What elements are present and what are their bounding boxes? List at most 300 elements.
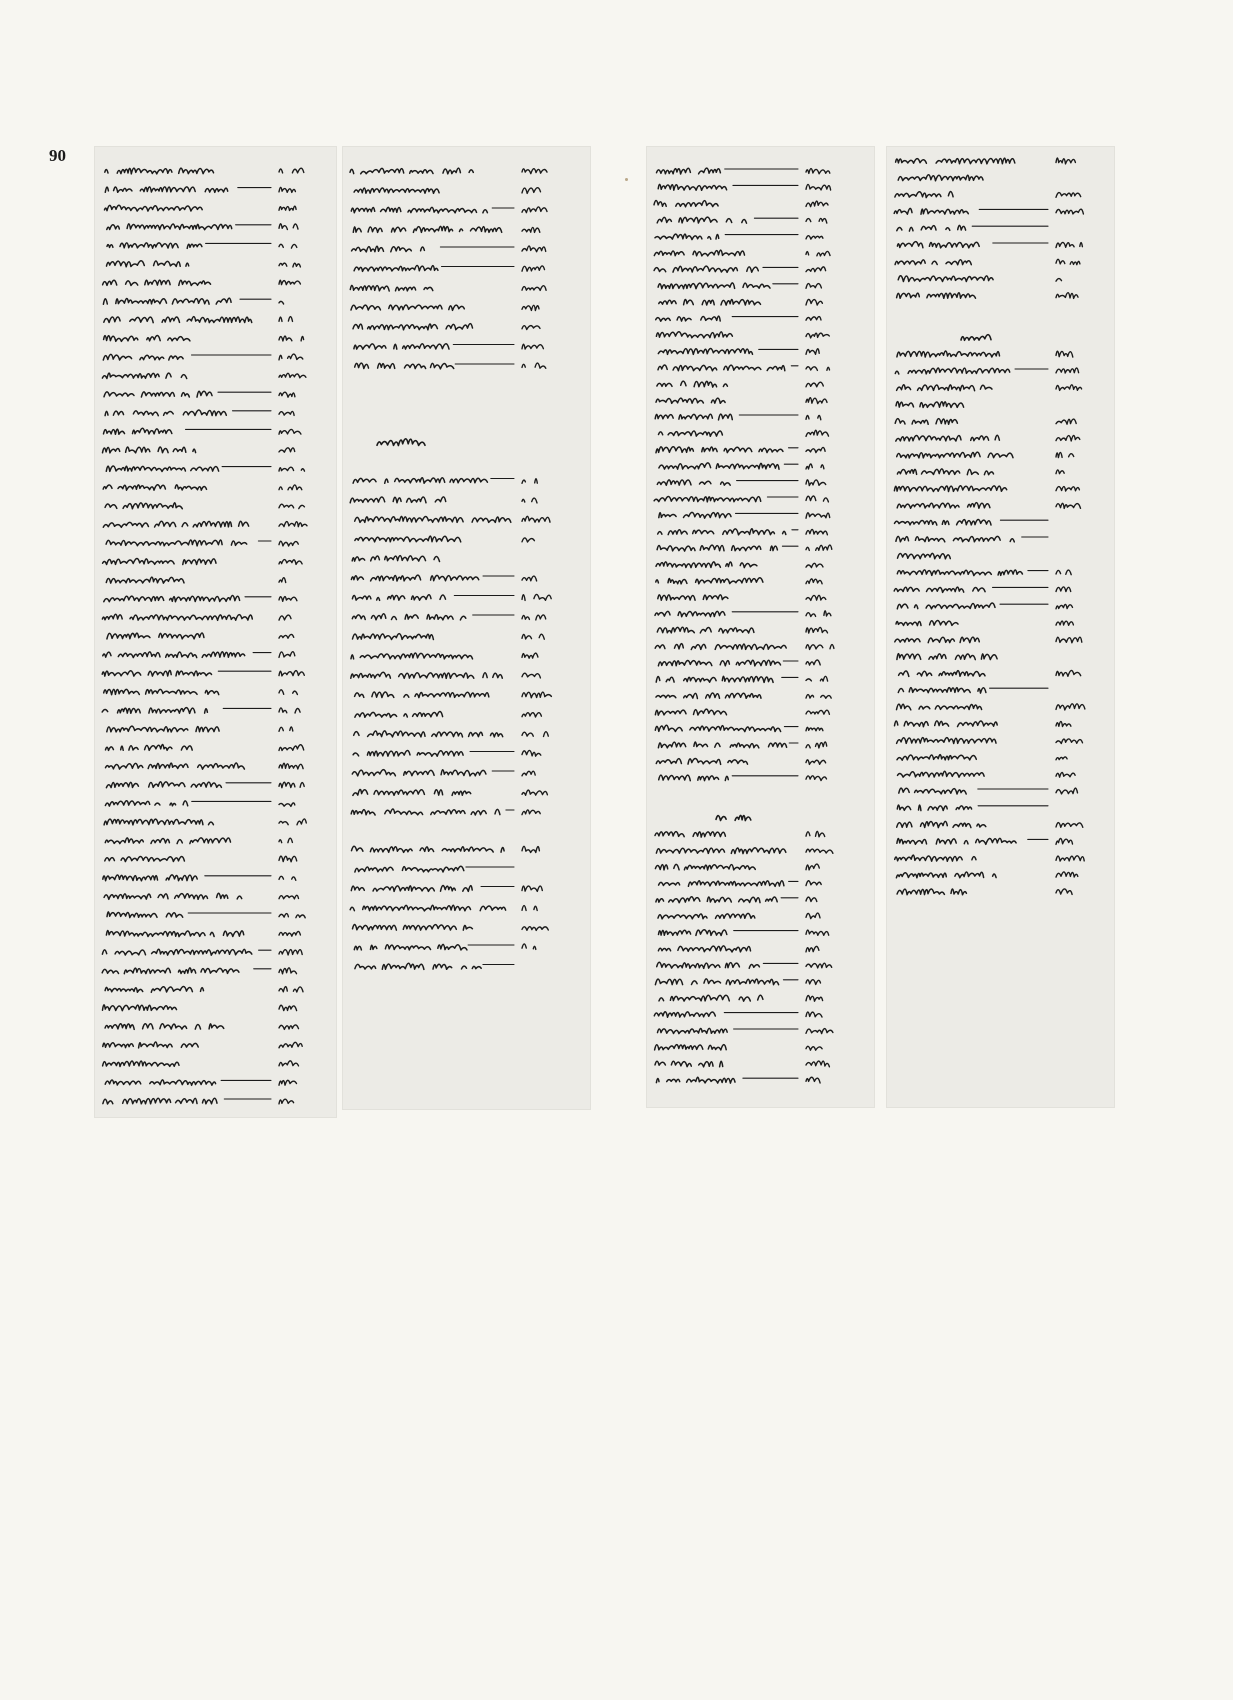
entry-text-scribble bbox=[657, 217, 746, 223]
entry-text-scribble bbox=[895, 855, 976, 861]
entry-text-scribble bbox=[105, 801, 187, 806]
entry-amount-scribble bbox=[1056, 872, 1078, 877]
entry-text-scribble bbox=[106, 763, 245, 769]
entry-amount-scribble bbox=[279, 782, 304, 787]
entry-amount-scribble bbox=[522, 790, 547, 795]
entry-text-scribble bbox=[654, 1012, 715, 1018]
entry-amount-scribble bbox=[806, 897, 823, 902]
entry-text-scribble bbox=[104, 428, 180, 434]
entry-text-scribble bbox=[103, 875, 197, 881]
entry-amount-scribble bbox=[806, 218, 827, 223]
entry-text-scribble bbox=[896, 536, 1014, 542]
entry-amount-scribble bbox=[806, 913, 820, 919]
entry-text-scribble bbox=[656, 562, 757, 568]
entry-text-scribble bbox=[355, 536, 461, 542]
entry-amount-scribble bbox=[279, 187, 295, 192]
entry-text-scribble bbox=[656, 398, 725, 403]
entry-amount-scribble bbox=[522, 479, 537, 484]
entry-amount-scribble bbox=[522, 750, 541, 756]
entry-amount-scribble bbox=[806, 415, 826, 419]
entry-text-scribble bbox=[104, 819, 213, 825]
entry-amount-scribble bbox=[806, 946, 826, 952]
entry-text-scribble bbox=[655, 864, 755, 870]
entry-amount-scribble bbox=[806, 1029, 833, 1034]
entry-amount-scribble bbox=[279, 1099, 294, 1104]
entry-text-scribble bbox=[353, 789, 479, 795]
entry-amount-scribble bbox=[1056, 757, 1076, 761]
entry-amount-scribble bbox=[522, 771, 541, 776]
entry-text-scribble bbox=[351, 575, 485, 581]
entry-amount-scribble bbox=[279, 429, 301, 434]
entry-text-scribble bbox=[896, 158, 1015, 164]
entry-amount-scribble bbox=[806, 579, 822, 584]
entry-text-scribble bbox=[104, 391, 212, 397]
entry-amount-scribble bbox=[1056, 193, 1089, 198]
entry-text-scribble bbox=[897, 805, 971, 811]
entry-text-scribble bbox=[355, 711, 443, 717]
entry-text-scribble bbox=[102, 373, 194, 378]
entry-amount-scribble bbox=[806, 480, 826, 486]
entry-text-scribble bbox=[896, 435, 1000, 441]
entry-text-scribble bbox=[895, 192, 953, 198]
entry-amount-scribble bbox=[1056, 773, 1083, 778]
entry-text-scribble bbox=[656, 316, 727, 321]
entry-text-scribble bbox=[104, 335, 190, 341]
entry-text-scribble bbox=[657, 962, 768, 968]
entry-text-scribble bbox=[655, 611, 725, 616]
entry-amount-scribble bbox=[279, 1061, 299, 1066]
entry-text-scribble bbox=[107, 912, 183, 918]
entry-amount-scribble bbox=[522, 615, 546, 620]
entry-text-scribble bbox=[655, 1045, 727, 1050]
entry-amount-scribble bbox=[1056, 209, 1083, 214]
entry-amount-scribble bbox=[806, 742, 835, 748]
entry-amount-scribble bbox=[279, 411, 294, 415]
entry-amount-scribble bbox=[806, 645, 834, 650]
entry-amount-scribble bbox=[522, 188, 541, 194]
entry-text-scribble bbox=[657, 627, 754, 633]
entry-amount-scribble bbox=[806, 545, 832, 550]
entry-text-scribble bbox=[354, 344, 449, 350]
entry-text-scribble bbox=[659, 995, 771, 1001]
entry-amount-scribble bbox=[1056, 419, 1076, 424]
entry-amount-scribble bbox=[1056, 452, 1074, 457]
entry-amount-scribble bbox=[279, 206, 302, 210]
manuscript-strip-4 bbox=[886, 146, 1115, 1108]
entry-text-scribble bbox=[103, 652, 245, 658]
handwriting-strip-3 bbox=[646, 146, 875, 1108]
entry-amount-scribble bbox=[806, 201, 828, 207]
entry-amount-scribble bbox=[806, 595, 826, 600]
entry-amount-scribble bbox=[806, 611, 831, 617]
entry-amount-scribble bbox=[806, 831, 825, 836]
entry-text-scribble bbox=[658, 595, 728, 600]
entry-text-scribble bbox=[351, 305, 464, 310]
entry-text-scribble bbox=[102, 949, 251, 955]
entry-amount-scribble bbox=[279, 615, 291, 620]
entry-amount-scribble bbox=[522, 673, 540, 678]
entry-amount-scribble bbox=[1056, 293, 1078, 299]
entry-text-scribble bbox=[351, 886, 472, 892]
entry-amount-scribble bbox=[806, 430, 829, 436]
entry-text-scribble bbox=[897, 570, 1022, 576]
entry-amount-scribble bbox=[279, 301, 292, 304]
entry-amount-scribble bbox=[806, 513, 830, 518]
entry-amount-scribble bbox=[806, 776, 827, 781]
entry-text-scribble bbox=[659, 299, 761, 305]
page-number: 90 bbox=[49, 146, 66, 165]
entry-text-scribble bbox=[105, 838, 230, 844]
entry-amount-scribble bbox=[806, 727, 823, 731]
entry-amount-scribble bbox=[1056, 351, 1078, 357]
entry-amount-scribble bbox=[522, 927, 555, 931]
entry-text-scribble bbox=[352, 595, 445, 601]
entry-amount-scribble bbox=[806, 676, 828, 681]
entry-amount-scribble bbox=[279, 354, 303, 360]
entry-amount-scribble bbox=[279, 895, 299, 899]
entry-text-scribble bbox=[102, 671, 211, 677]
entry-amount-scribble bbox=[1056, 823, 1091, 828]
entry-text-scribble bbox=[103, 1061, 179, 1067]
entry-text-scribble bbox=[655, 709, 726, 715]
entry-text-scribble bbox=[105, 987, 203, 993]
entry-amount-scribble bbox=[279, 763, 303, 769]
entry-amount-scribble bbox=[806, 563, 823, 567]
entry-amount-scribble bbox=[522, 886, 542, 891]
entry-amount-scribble bbox=[279, 950, 302, 955]
entry-text-scribble bbox=[354, 265, 438, 271]
entry-amount-scribble bbox=[806, 317, 829, 321]
handwriting-strip-4 bbox=[886, 146, 1115, 1108]
entry-text-scribble bbox=[659, 431, 723, 436]
entry-text-scribble bbox=[107, 224, 239, 230]
entry-text-scribble bbox=[656, 676, 781, 682]
entry-text-scribble bbox=[657, 381, 728, 387]
entry-text-scribble bbox=[658, 365, 785, 371]
entry-text-scribble bbox=[352, 770, 486, 776]
entry-text-scribble bbox=[106, 540, 256, 546]
entry-text-scribble bbox=[107, 633, 204, 639]
entry-amount-scribble bbox=[806, 333, 829, 338]
entry-amount-scribble bbox=[279, 914, 305, 918]
entry-text-scribble bbox=[897, 704, 982, 710]
entry-amount-scribble bbox=[806, 251, 830, 256]
entry-text-scribble bbox=[353, 924, 473, 930]
entry-amount-scribble bbox=[279, 856, 297, 862]
entry-text-scribble bbox=[107, 243, 202, 249]
entry-text-scribble bbox=[894, 486, 1016, 492]
entry-text-scribble bbox=[105, 1024, 224, 1030]
entry-amount-scribble bbox=[279, 263, 309, 267]
entry-amount-scribble bbox=[806, 1012, 822, 1017]
entry-amount-scribble bbox=[522, 286, 546, 291]
entry-amount-scribble bbox=[806, 382, 823, 387]
entry-text-scribble bbox=[895, 419, 957, 425]
entry-amount-scribble bbox=[806, 496, 828, 502]
entry-amount-scribble bbox=[522, 692, 551, 698]
entry-amount-scribble bbox=[1056, 670, 1081, 676]
entry-amount-scribble bbox=[279, 634, 294, 638]
entry-amount-scribble bbox=[279, 485, 302, 490]
entry-amount-scribble bbox=[806, 267, 826, 272]
entry-amount-scribble bbox=[806, 184, 835, 190]
entry-text-scribble bbox=[351, 809, 500, 815]
entry-text-scribble bbox=[895, 260, 971, 265]
entry-text-scribble bbox=[897, 225, 966, 231]
entry-amount-scribble bbox=[1056, 721, 1071, 726]
entry-amount-scribble bbox=[522, 227, 540, 232]
entry-amount-scribble bbox=[522, 363, 546, 368]
entry-amount-scribble bbox=[522, 944, 541, 949]
entry-amount-scribble bbox=[279, 1080, 305, 1085]
entry-amount-scribble bbox=[806, 760, 826, 765]
entry-amount-scribble bbox=[279, 838, 292, 842]
entry-amount-scribble bbox=[806, 169, 830, 174]
entry-amount-scribble bbox=[522, 538, 534, 542]
entry-amount-scribble bbox=[806, 627, 828, 633]
entry-text-scribble bbox=[350, 905, 505, 911]
entry-amount-scribble bbox=[279, 803, 295, 806]
entry-text-scribble bbox=[102, 968, 249, 974]
entry-amount-scribble bbox=[1056, 487, 1079, 491]
entry-text-scribble bbox=[355, 692, 489, 698]
entry-text-scribble bbox=[105, 168, 214, 174]
entry-text-scribble bbox=[897, 603, 995, 609]
entry-text-scribble bbox=[655, 979, 778, 985]
entry-amount-scribble bbox=[806, 284, 821, 289]
entry-text-scribble bbox=[897, 503, 990, 509]
entry-amount-scribble bbox=[279, 597, 306, 602]
entry-amount-scribble bbox=[806, 1061, 829, 1067]
entry-amount-scribble bbox=[522, 344, 543, 349]
manuscript-strip-3 bbox=[646, 146, 875, 1108]
entry-amount-scribble bbox=[806, 963, 832, 968]
handwriting-strip-2 bbox=[342, 146, 591, 1110]
entry-text-scribble bbox=[352, 246, 434, 252]
entry-amount-scribble bbox=[1056, 637, 1082, 643]
entry-amount-scribble bbox=[522, 516, 550, 522]
entry-amount-scribble bbox=[1056, 158, 1075, 164]
entry-amount-scribble bbox=[279, 578, 292, 583]
entry-text-scribble bbox=[656, 1077, 742, 1083]
entry-amount-scribble bbox=[522, 246, 546, 252]
entry-amount-scribble bbox=[279, 652, 303, 658]
entry-amount-scribble bbox=[806, 695, 841, 699]
entry-text-scribble bbox=[355, 516, 511, 522]
entry-text-scribble bbox=[106, 782, 221, 788]
entry-amount-scribble bbox=[522, 305, 539, 310]
entry-amount-scribble bbox=[279, 708, 300, 713]
entry-text-scribble bbox=[898, 553, 959, 558]
entry-amount-scribble bbox=[279, 336, 304, 341]
entry-text-scribble bbox=[355, 963, 481, 969]
entry-text-scribble bbox=[106, 577, 189, 583]
entry-text-scribble bbox=[897, 755, 976, 761]
entry-text-scribble bbox=[351, 207, 487, 213]
entry-text-scribble bbox=[656, 447, 783, 453]
entry-amount-scribble bbox=[806, 398, 827, 404]
entry-text-scribble bbox=[655, 234, 719, 240]
entry-text-scribble bbox=[655, 414, 732, 420]
entry-amount-scribble bbox=[522, 576, 537, 581]
entry-text-scribble bbox=[658, 946, 756, 952]
entry-amount-scribble bbox=[279, 504, 304, 508]
entry-amount-scribble bbox=[279, 931, 300, 936]
entry-text-scribble bbox=[656, 693, 761, 699]
entry-amount-scribble bbox=[279, 224, 303, 230]
entry-amount-scribble bbox=[1056, 570, 1071, 575]
entry-text-scribble bbox=[659, 775, 733, 781]
entry-text-scribble bbox=[897, 351, 1000, 357]
entry-text-scribble bbox=[351, 672, 509, 678]
entry-text-scribble bbox=[103, 1042, 198, 1048]
entry-amount-scribble bbox=[1056, 704, 1085, 710]
entry-amount-scribble bbox=[279, 727, 293, 731]
entry-amount-scribble bbox=[522, 169, 556, 174]
entry-text-scribble bbox=[106, 745, 193, 751]
entry-text-scribble bbox=[898, 175, 988, 181]
entry-text-scribble bbox=[655, 1061, 733, 1067]
entry-amount-scribble bbox=[806, 529, 827, 534]
entry-amount-scribble bbox=[806, 710, 829, 714]
entry-text-scribble bbox=[897, 452, 1013, 458]
entry-amount-scribble bbox=[279, 968, 306, 974]
entry-text-scribble bbox=[104, 893, 242, 899]
manuscript-strip-2 bbox=[342, 146, 591, 1110]
entry-amount-scribble bbox=[279, 541, 298, 546]
entry-amount-scribble bbox=[1056, 587, 1071, 592]
entry-amount-scribble bbox=[806, 980, 821, 985]
entry-text-scribble bbox=[105, 1080, 215, 1085]
entry-text-scribble bbox=[352, 556, 446, 562]
entry-text-scribble bbox=[896, 620, 958, 625]
entry-text-scribble bbox=[352, 614, 466, 620]
entry-text-scribble bbox=[104, 689, 219, 694]
entry-text-scribble bbox=[103, 354, 183, 360]
entry-amount-scribble bbox=[522, 634, 544, 639]
entry-text-scribble bbox=[654, 497, 761, 502]
entry-amount-scribble bbox=[279, 1025, 299, 1029]
entry-amount-scribble bbox=[806, 660, 820, 665]
entry-amount-scribble bbox=[522, 846, 539, 852]
entry-text-scribble bbox=[107, 261, 189, 267]
entry-amount-scribble bbox=[279, 244, 297, 248]
entry-amount-scribble bbox=[522, 326, 540, 330]
entry-text-scribble bbox=[894, 208, 976, 214]
entry-amount-scribble bbox=[1056, 838, 1082, 844]
entry-amount-scribble bbox=[279, 1042, 302, 1047]
entry-text-scribble bbox=[350, 285, 439, 291]
entry-text-scribble bbox=[658, 184, 726, 190]
entry-text-scribble bbox=[655, 832, 734, 837]
manuscript-strip-1 bbox=[94, 146, 337, 1118]
entry-text-scribble bbox=[658, 742, 786, 748]
entry-amount-scribble bbox=[522, 713, 541, 717]
section-heading-scribble bbox=[716, 815, 751, 820]
entry-text-scribble bbox=[104, 317, 252, 323]
entry-text-scribble bbox=[656, 332, 732, 338]
entry-text-scribble bbox=[106, 930, 243, 936]
entry-text-scribble bbox=[103, 280, 211, 285]
entry-amount-scribble bbox=[1056, 385, 1082, 391]
entry-text-scribble bbox=[897, 738, 996, 744]
entry-text-scribble bbox=[654, 250, 744, 256]
entry-text-scribble bbox=[898, 276, 993, 282]
entry-text-scribble bbox=[656, 578, 763, 584]
entry-amount-scribble bbox=[806, 1077, 820, 1083]
entry-amount-scribble bbox=[522, 266, 554, 271]
entry-amount-scribble bbox=[279, 467, 305, 471]
entry-text-scribble bbox=[655, 644, 786, 650]
entry-amount-scribble bbox=[1056, 621, 1073, 625]
entry-text-scribble bbox=[654, 201, 718, 207]
entry-text-scribble bbox=[105, 187, 237, 193]
entry-amount-scribble bbox=[279, 392, 303, 397]
entry-text-scribble bbox=[897, 838, 1025, 844]
entry-amount-scribble bbox=[1056, 604, 1079, 608]
entry-text-scribble bbox=[898, 688, 986, 694]
entry-text-scribble bbox=[104, 596, 240, 602]
entry-text-scribble bbox=[659, 463, 779, 469]
entry-amount-scribble bbox=[1056, 242, 1082, 247]
entry-text-scribble bbox=[896, 872, 996, 878]
entry-text-scribble bbox=[353, 634, 434, 640]
entry-amount-scribble bbox=[1056, 889, 1072, 894]
entry-text-scribble bbox=[103, 558, 225, 564]
entry-amount-scribble bbox=[279, 317, 298, 322]
entry-text-scribble bbox=[354, 188, 439, 193]
entry-amount-scribble bbox=[279, 522, 307, 527]
entry-amount-scribble bbox=[1056, 435, 1080, 441]
entry-text-scribble bbox=[895, 637, 980, 643]
entry-text-scribble bbox=[658, 1028, 728, 1033]
entry-text-scribble bbox=[355, 363, 454, 369]
entry-text-scribble bbox=[899, 671, 985, 677]
entry-amount-scribble bbox=[806, 447, 825, 452]
entry-text-scribble bbox=[103, 521, 248, 527]
section-heading-scribble bbox=[377, 439, 425, 446]
entry-amount-scribble bbox=[806, 849, 833, 853]
entry-amount-scribble bbox=[806, 864, 819, 870]
entry-text-scribble bbox=[103, 1005, 177, 1011]
entry-text-scribble bbox=[107, 726, 219, 732]
entry-text-scribble bbox=[354, 731, 513, 737]
entry-amount-scribble bbox=[522, 594, 551, 600]
entry-text-scribble bbox=[897, 469, 993, 475]
entry-text-scribble bbox=[105, 410, 226, 416]
entry-amount-scribble bbox=[522, 732, 548, 737]
entry-text-scribble bbox=[657, 545, 777, 551]
entry-amount-scribble bbox=[1056, 279, 1071, 282]
entry-text-scribble bbox=[105, 205, 209, 211]
entry-text-scribble bbox=[657, 480, 737, 485]
entry-amount-scribble bbox=[806, 1046, 832, 1050]
entry-amount-scribble bbox=[279, 690, 297, 695]
entry-amount-scribble bbox=[806, 299, 822, 305]
entry-text-scribble bbox=[102, 708, 214, 714]
entry-amount-scribble bbox=[279, 671, 304, 676]
entry-text-scribble bbox=[658, 529, 786, 535]
entry-amount-scribble bbox=[522, 498, 544, 503]
paper-speck bbox=[625, 178, 628, 181]
entry-text-scribble bbox=[355, 866, 464, 872]
entry-text-scribble bbox=[894, 587, 985, 592]
entry-amount-scribble bbox=[806, 464, 824, 469]
entry-text-scribble bbox=[659, 881, 790, 887]
entry-text-scribble bbox=[654, 266, 758, 272]
entry-amount-scribble bbox=[806, 881, 821, 886]
entry-amount-scribble bbox=[806, 349, 819, 355]
